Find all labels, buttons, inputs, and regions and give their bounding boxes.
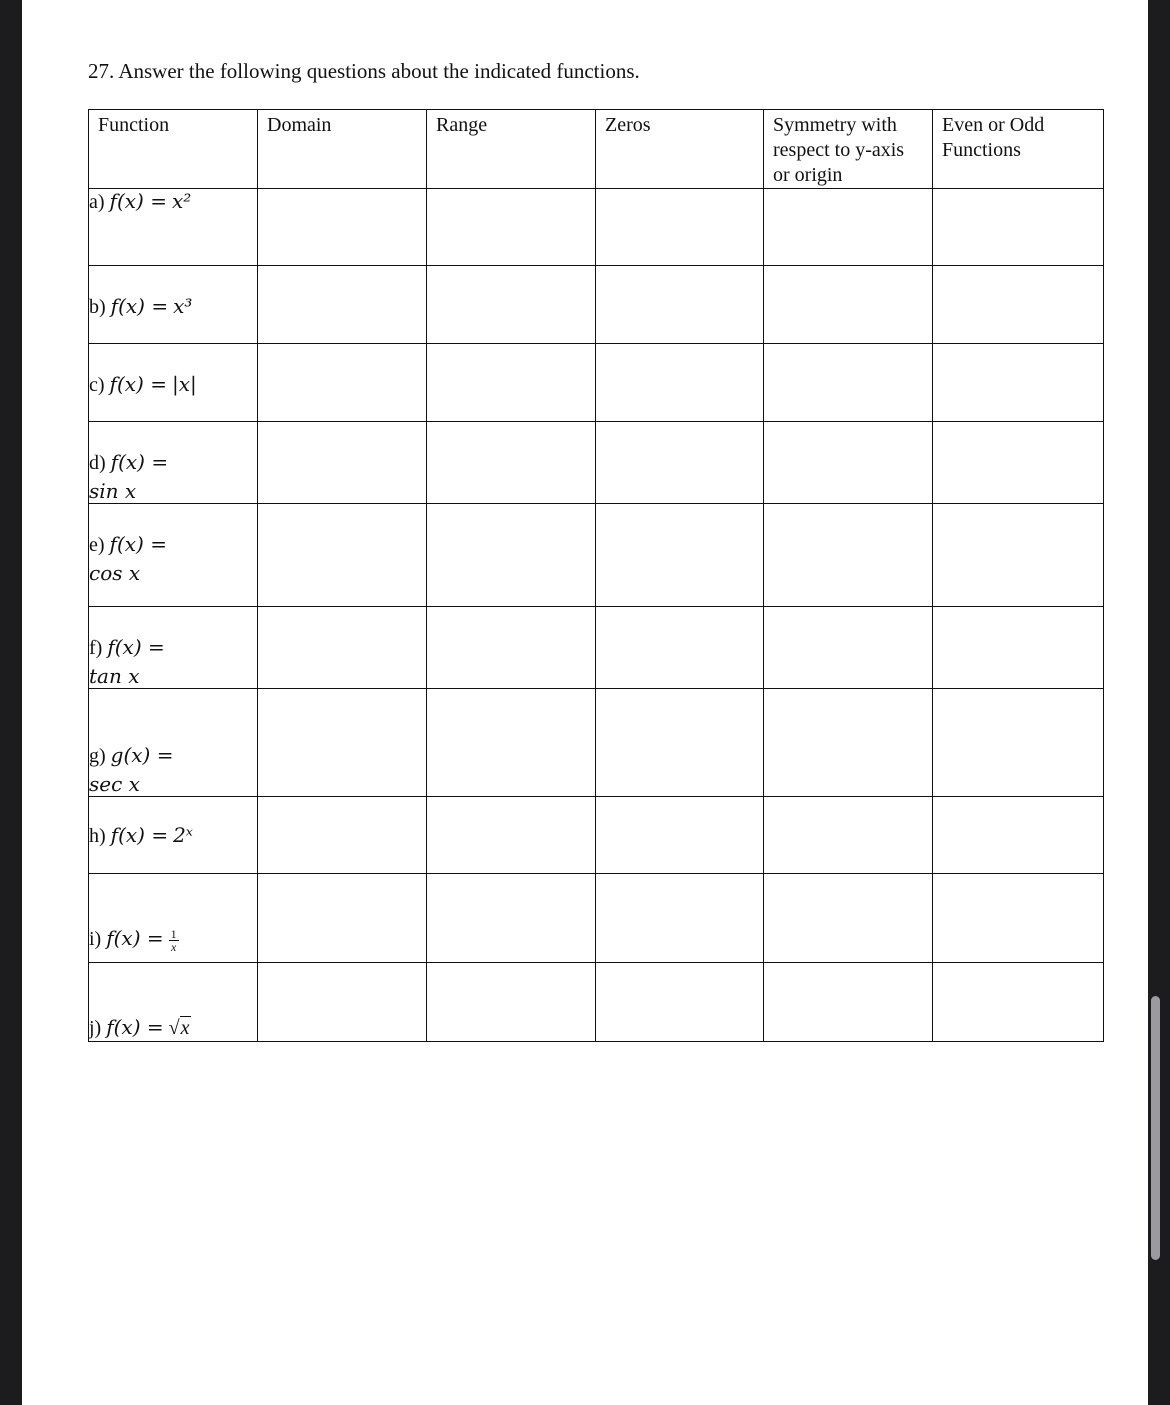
- answer-cell[interactable]: [258, 607, 427, 689]
- function-cell-f: f) f(x) = tan x: [89, 607, 258, 689]
- answer-cell[interactable]: [596, 266, 764, 344]
- answer-cell[interactable]: [258, 189, 427, 266]
- table-row: [89, 689, 1104, 797]
- answer-cell[interactable]: [933, 963, 1104, 1042]
- table-row: [89, 797, 1104, 874]
- answer-cell[interactable]: [427, 422, 596, 504]
- answer-cell[interactable]: [933, 422, 1104, 504]
- header-zeros: Zeros: [596, 110, 764, 189]
- answer-cell[interactable]: [258, 963, 427, 1042]
- answer-cell[interactable]: [933, 874, 1104, 963]
- answer-cell[interactable]: [596, 607, 764, 689]
- answer-cell[interactable]: [258, 797, 427, 874]
- answer-cell[interactable]: [258, 689, 427, 797]
- fraction: $\frac{1}{x}$: [170, 926, 177, 954]
- answer-cell[interactable]: [764, 963, 933, 1042]
- answer-cell[interactable]: [596, 344, 764, 422]
- square-root: √x: [168, 1017, 190, 1039]
- table-row: [89, 266, 1104, 344]
- scrollbar-thumb[interactable]: [1151, 996, 1160, 1260]
- question-text: 27. Answer the following questions about the indicated functions.: [88, 59, 640, 83]
- answer-cell[interactable]: [596, 963, 764, 1042]
- answer-cell[interactable]: [427, 504, 596, 607]
- answer-cell[interactable]: [427, 266, 596, 344]
- header-function: Function: [89, 110, 258, 189]
- table-row: [89, 189, 1104, 266]
- function-cell-i: i) f(x) = $\frac{1}{x}$: [89, 874, 258, 963]
- answer-cell[interactable]: [596, 189, 764, 266]
- header-symmetry-line1: Symmetry with: [773, 114, 897, 136]
- answer-cell[interactable]: [933, 504, 1104, 607]
- answer-cell[interactable]: [596, 689, 764, 797]
- function-cell-a: a) f(x) = x²: [89, 189, 258, 266]
- function-cell-c: c) f(x) = |x|: [89, 344, 258, 422]
- table-row: [89, 422, 1104, 504]
- header-symmetry: [764, 110, 933, 189]
- answer-cell[interactable]: [427, 607, 596, 689]
- answer-cell[interactable]: [427, 797, 596, 874]
- answer-cell[interactable]: [258, 344, 427, 422]
- worksheet-page: [22, 0, 1148, 1405]
- answer-cell[interactable]: [427, 874, 596, 963]
- function-cell-j: j) f(x) = √x: [89, 963, 258, 1042]
- answer-cell[interactable]: [933, 344, 1104, 422]
- answer-cell[interactable]: [933, 607, 1104, 689]
- answer-cell[interactable]: [764, 189, 933, 266]
- answer-cell[interactable]: [933, 266, 1104, 344]
- function-cell-b: b) f(x) = x³: [89, 266, 258, 344]
- answer-cell[interactable]: [427, 689, 596, 797]
- answer-cell[interactable]: [764, 344, 933, 422]
- header-even-odd-line1: Even or Odd: [942, 114, 1045, 136]
- answer-cell[interactable]: [764, 607, 933, 689]
- header-domain: Domain: [258, 110, 427, 189]
- answer-cell[interactable]: [764, 504, 933, 607]
- function-cell-h: h) f(x) = 2ˣ: [89, 797, 258, 874]
- table-row: [89, 963, 1104, 1042]
- header-symmetry-line2: respect to y-axis: [773, 139, 905, 161]
- answer-cell[interactable]: [258, 422, 427, 504]
- table-row: [89, 344, 1104, 422]
- answer-cell[interactable]: [427, 963, 596, 1042]
- header-even-odd-line2: Functions: [942, 139, 1021, 161]
- answer-cell[interactable]: [427, 344, 596, 422]
- answer-cell[interactable]: [764, 874, 933, 963]
- answer-cell[interactable]: [258, 266, 427, 344]
- answer-cell[interactable]: [596, 504, 764, 607]
- answer-cell[interactable]: [596, 797, 764, 874]
- functions-table: [88, 109, 1104, 1042]
- table-row: [89, 504, 1104, 607]
- table-row: [89, 607, 1104, 689]
- answer-cell[interactable]: [764, 797, 933, 874]
- answer-cell[interactable]: [596, 422, 764, 504]
- answer-cell[interactable]: [258, 874, 427, 963]
- header-symmetry-line3: or origin: [773, 164, 843, 186]
- table-row: [89, 874, 1104, 963]
- answer-cell[interactable]: [764, 266, 933, 344]
- answer-cell[interactable]: [933, 189, 1104, 266]
- answer-cell[interactable]: [764, 689, 933, 797]
- answer-cell[interactable]: [933, 797, 1104, 874]
- answer-cell[interactable]: [764, 422, 933, 504]
- function-cell-d: d) f(x) = sin x: [89, 422, 258, 504]
- answer-cell[interactable]: [596, 874, 764, 963]
- function-cell-g: g) g(x) = sec x: [89, 689, 258, 797]
- answer-cell[interactable]: [258, 504, 427, 607]
- answer-cell[interactable]: [933, 689, 1104, 797]
- header-range: Range: [427, 110, 596, 189]
- header-even-odd: [933, 110, 1104, 189]
- answer-cell[interactable]: [427, 189, 596, 266]
- function-cell-e: e) f(x) = cos x: [89, 504, 258, 607]
- header-row: [89, 110, 1104, 189]
